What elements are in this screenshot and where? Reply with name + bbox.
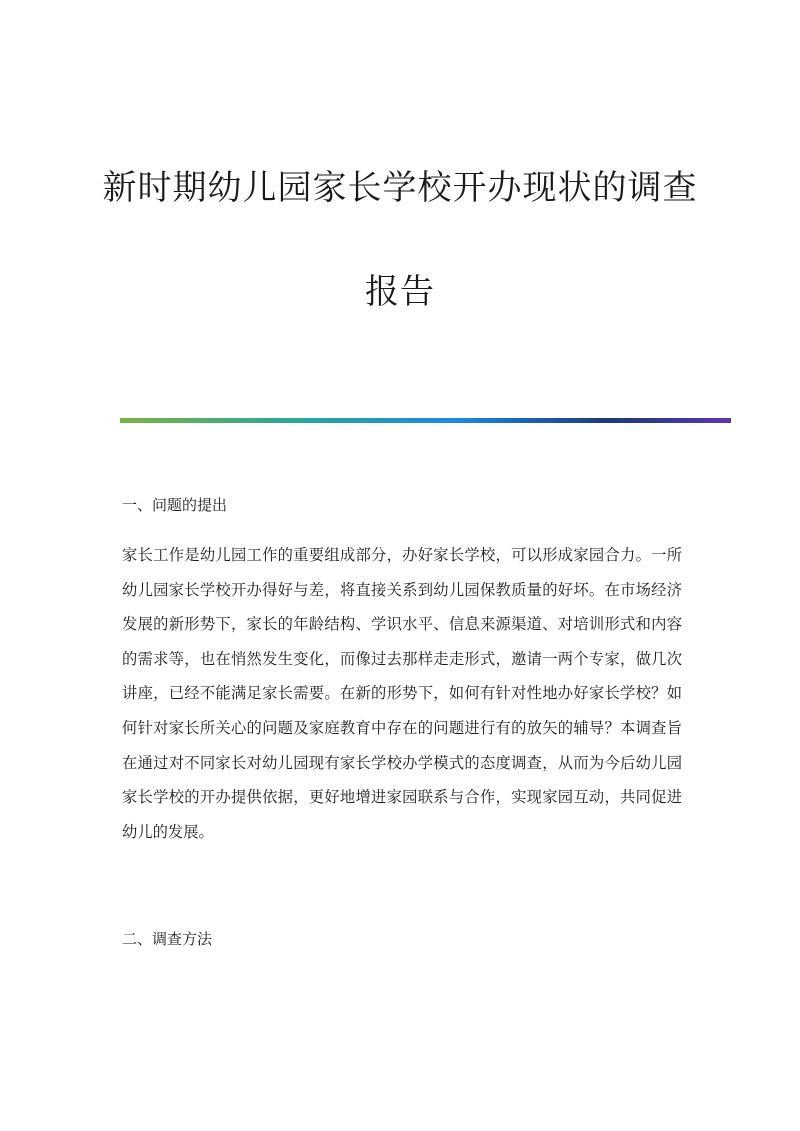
document-title: 新时期幼儿园家长学校开办现状的调查 bbox=[102, 168, 698, 208]
section-heading-method: 二、调查方法 bbox=[122, 930, 213, 948]
title-divider bbox=[120, 418, 731, 423]
document-title-continued: 报告 bbox=[365, 272, 435, 312]
section-heading-problem: 一、问题的提出 bbox=[122, 496, 228, 514]
section-paragraph: 家长工作是幼儿园工作的重要组成部分，办好家长学校，可以形成家园合力。一所幼儿园家长学校开办得好与差，将直接关系到幼儿园保教质量的好坏。在市场经济发展的新形势下，家长的年龄结构、学识水平、信息来源渠道、对培训形式和内容的需求等，也在悄然发生变化，而像过去那样走走形式，邀请一两个专家，做几次讲座，已经不能满足家长需要。在新的形势下，如何有针对性地办好家长学校？如何针对家长所关心的问题及家庭教育中存在的问题进行有的放矢的辅导？本调查旨在通过对不同家长对幼儿园现有家长学校办学模式的态度调查，从而为今后幼儿园家长学校的开办提供依据，更好地增进家园联系与合作，实现家园互动，共同促进幼儿的发展。 bbox=[122, 546, 682, 841]
